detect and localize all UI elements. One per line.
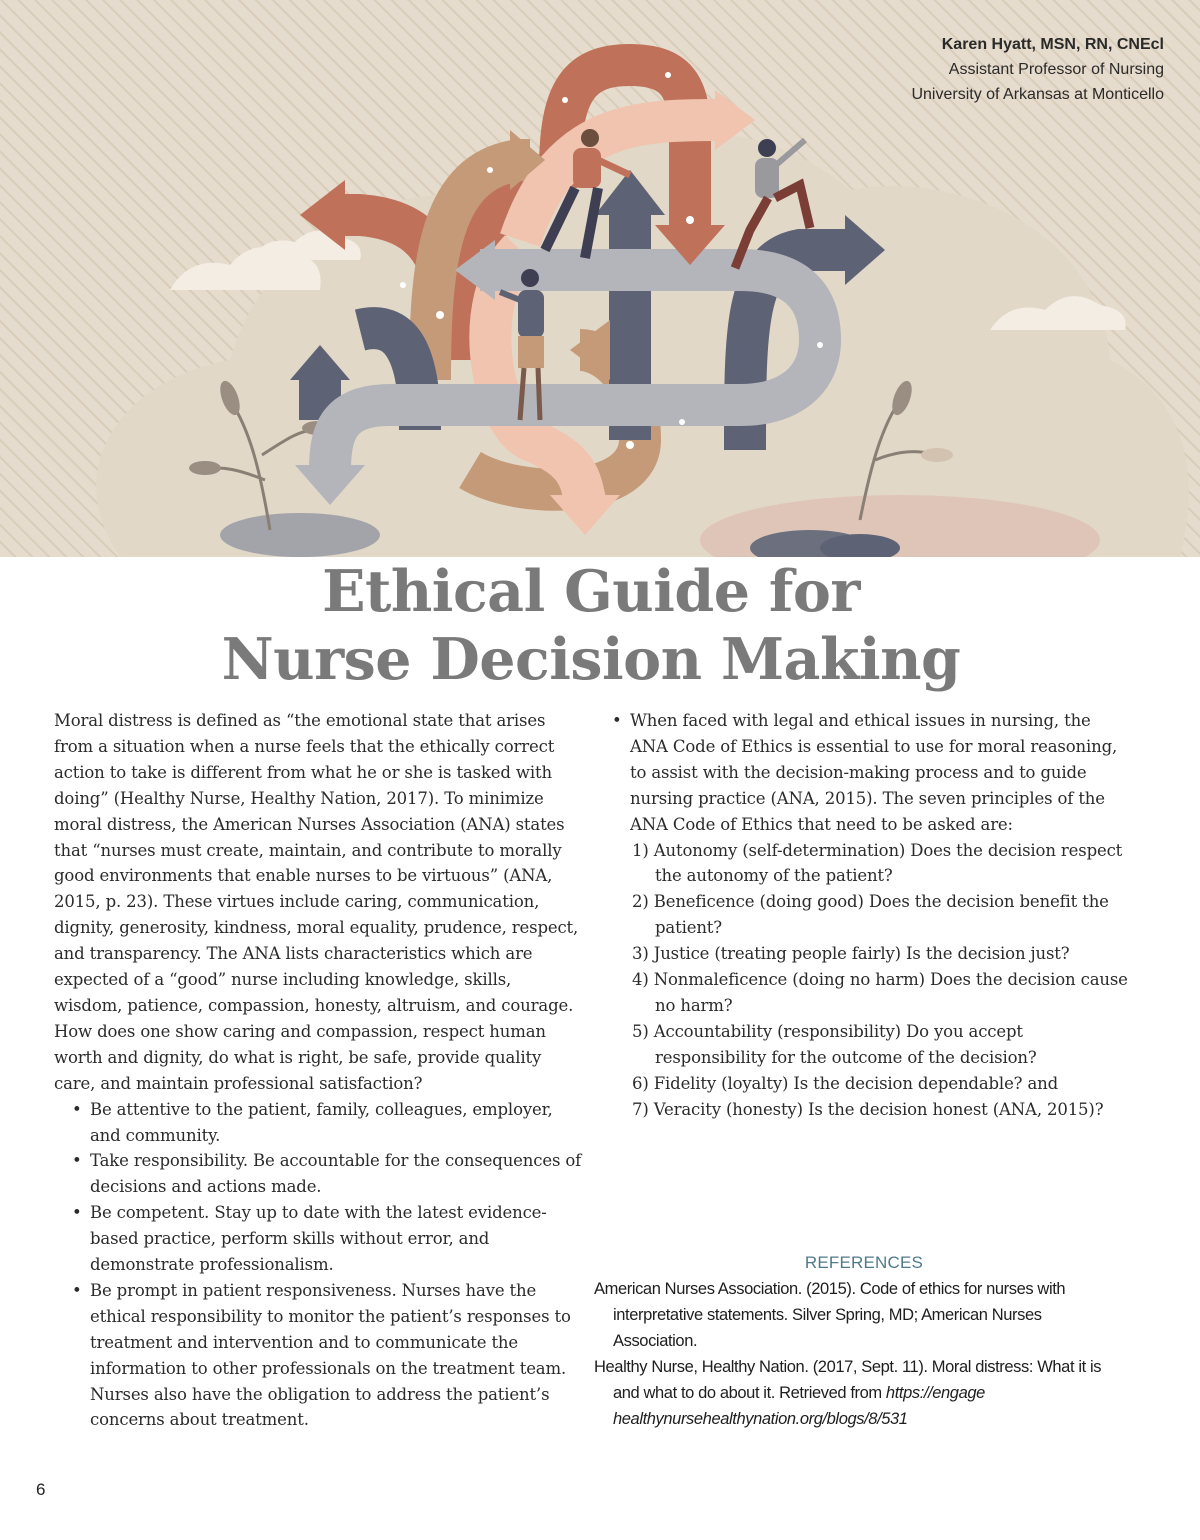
reference-item: [594, 1276, 1124, 1354]
principle-item: 6) Fidelity (loyalty) Is the decision dependable? and: [632, 1073, 1059, 1093]
principles-list: [630, 838, 1130, 1123]
principle-item: 7) Veracity (honesty) Is the decision honest (ANA, 2015)?: [632, 1099, 1104, 1119]
intro-paragraph: Moral distress is defined as “the emotional state that arises from a situation when a nurse feels that the ethically correct action to take is different from what he or she is tasked with doing” (Healthy Nurse, Healthy Nation, 2017). To minimize moral distress, the American Nurses Association (ANA) states that “nurses must create, maintain, and contribute to morally good environments that enable nurses to be virtuous” (ANA, 2015, p. 23). These virtues include caring, communication, dignity, generosity, kindness, moral equality, prudence, respect, and transparency. The ANA lists characteristics which are expected of a “good” nurse including knowledge, skills, wisdom, patience, compassion, honesty, altruism, and courage. How does one show caring and compassion, respect human worth and dignity, do what is right, be safe, provide quality care, and maintain professional satisfaction?: [54, 711, 579, 1093]
principle-item: 3) Justice (treating people fairly) Is the decision just?: [632, 944, 1070, 964]
principle-item: 4) Nonmaleficence (doing no harm) Does the decision cause no harm?: [632, 970, 1128, 1015]
principle-item: 1) Autonomy (self-determination) Does the decision respect the autonomy of the patient?: [632, 840, 1123, 886]
author-name: Karen Hyatt, MSN, RN, CNEcl: [941, 36, 1164, 53]
page-number: 6: [36, 1480, 46, 1499]
author-block: [911, 32, 1164, 107]
article-title: [0, 558, 1182, 694]
reference-text: Healthy Nurse, Healthy Nation. (2017, Sept. 11). Moral distress: What it is and what to do about it. Retrieved from: [594, 1358, 1102, 1402]
author-position: Assistant Professor of Nursing: [948, 61, 1164, 78]
ana-code-paragraph: • When faced with legal and ethical issues in nursing, the ANA Code of Ethics is essential to use for moral reasoning, to assist with the decision-making process and to guide nursing practice (ANA, 2015). The seven principles of the ANA Code of Ethics that need to be asked are:: [630, 708, 1130, 838]
right-column: [630, 708, 1130, 1123]
references-heading: REFERENCES: [804, 1253, 924, 1272]
left-column: [54, 708, 584, 1433]
title-line-2: Nurse Decision Making: [221, 626, 961, 693]
title-line-1: Ethical Guide for: [322, 558, 860, 625]
bullet-item: • Take responsibility. Be accountable for the consequences of decisions and actions made.: [90, 1148, 584, 1200]
reference-item: [594, 1354, 1124, 1432]
nursing-bullets: [54, 1097, 584, 1434]
bullet-item: • Be attentive to the patient, family, colleagues, employer, and community.: [90, 1097, 584, 1149]
author-institution: University of Arkansas at Monticello: [911, 86, 1164, 103]
principle-item: 2) Beneficence (doing good) Does the decision benefit the patient?: [632, 892, 1109, 938]
principle-item: 5) Accountability (responsibility) Do you accept responsibility for the outcome of the decision?: [632, 1021, 1037, 1067]
reference-url-link[interactable]: https://engage healthynursehealthynation.org/blogs/8/531: [613, 1384, 985, 1428]
bullet-item: • Be competent. Stay up to date with the latest evidence-based practice, perform skills without error, and demonstrate professionalism.: [90, 1200, 584, 1278]
references-section: [594, 1250, 1124, 1432]
bullet-item: • Be prompt in patient responsiveness. Nurses have the ethical responsibility to monitor the patient’s responses to treatment and intervention and to communicate the information to other professionals on the treatment team. Nurses also have the obligation to address the patient’s concerns about treatment.: [90, 1278, 584, 1433]
reference-text: American Nurses Association. (2015). Code of ethics for nurses with interpretative statements. Silver Spring, MD; American Nurses Association.: [594, 1280, 1066, 1350]
